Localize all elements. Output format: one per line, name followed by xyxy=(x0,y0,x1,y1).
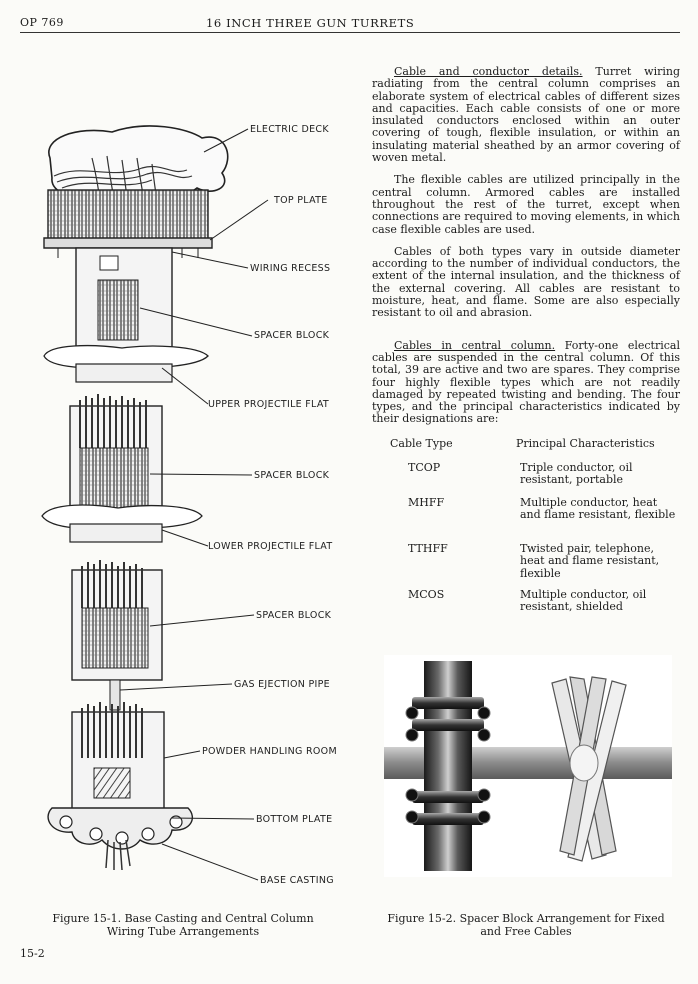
label-base-casting: BASE CASTING xyxy=(260,875,334,886)
column-header-cable-type: Cable Type xyxy=(390,437,453,450)
figure-15-1 xyxy=(22,118,337,908)
document-code: OP 769 xyxy=(20,16,64,29)
caption-line: Figure 15-2. Spacer Block Arrangement for Fixed xyxy=(387,912,665,925)
caption-line: Figure 15-1. Base Casting and Central Column xyxy=(52,912,314,925)
spacer-block-photo xyxy=(384,655,672,877)
label-powder-handling-room: POWDER HANDLING ROOM xyxy=(202,746,337,757)
page-header xyxy=(20,14,680,34)
cable-characteristics: Multiple conductor, oil resistant, shielded xyxy=(520,588,647,614)
label-lower-projectile-flat: LOWER PROJECTILE FLAT xyxy=(208,541,333,552)
cable-characteristics: Twisted pair, telephone, heat and flame resistant, flexible xyxy=(520,542,660,580)
caption-line: Wiring Tube Arrangements xyxy=(106,924,260,938)
text-cable-details: Turret wiring radiating from the central column comprises an elaborate system of electrical cables of different sizes and capacities. Each cable consists of one or more insulated conductors enclosed within an outer covering of tough, flexible insulation, or within an insulating material sheathed by an armor covering of woven metal. xyxy=(372,65,680,165)
column-header-characteristics: Principal Characteristics xyxy=(516,437,655,450)
cable-type: TTHFF xyxy=(408,542,448,555)
paragraph-cable-details xyxy=(372,66,680,164)
caption-line: and Free Cables xyxy=(480,924,572,938)
page-title: 16 INCH THREE GUN TURRETS xyxy=(206,16,415,30)
label-spacer-block-3: SPACER BLOCK xyxy=(256,610,332,621)
label-wiring-recess: WIRING RECESS xyxy=(250,263,331,274)
central-column-illustration xyxy=(22,118,337,908)
label-spacer-block-1: SPACER BLOCK xyxy=(254,330,330,341)
figure-15-1-caption xyxy=(38,913,328,938)
label-gas-ejection-pipe: GAS EJECTION PIPE xyxy=(234,679,330,690)
header-rule xyxy=(20,32,680,33)
paragraph-central-column xyxy=(372,340,680,426)
figure-15-2-photo xyxy=(384,655,672,877)
cable-characteristics: Multiple conductor, heat and flame resistant, flexible xyxy=(520,496,676,522)
label-upper-projectile-flat: UPPER PROJECTILE FLAT xyxy=(208,399,330,410)
heading-cable-details: Cable and conductor details. xyxy=(394,65,583,78)
label-top-plate: TOP PLATE xyxy=(274,195,328,206)
figure-15-2-caption xyxy=(372,913,680,938)
cable-type: TCOP xyxy=(408,461,441,474)
cable-characteristics: Triple conductor, oil resistant, portable xyxy=(520,461,633,487)
cable-type: MHFF xyxy=(408,496,445,509)
heading-central-column: Cables in central column. xyxy=(394,338,556,352)
cable-type: MCOS xyxy=(408,588,445,601)
text-central-column: Forty-one electrical cables are suspended in the central column. Of this total, 39 are active and two are spares. They comprise four highly flexible types which are not readily damaged by repeated twisting and bending. The four types, and the principal characteristics indicated by their designations are: xyxy=(372,338,680,426)
paragraph-cable-diameter: Cables of both types vary in outside diameter according to the number of individual conductors, the extent of the internal insulation, and the thickness of the external covering. All cables are resistant to moisture, heat, and flame. Some are also especially resistant to oil and abrasion. xyxy=(372,244,680,320)
label-electric-deck: ELECTRIC DECK xyxy=(250,124,329,135)
body-text xyxy=(372,66,680,436)
paragraph-flexible-cables: The flexible cables are utilized principally in the central column. Armored cables are installed throughout the rest of the turret, except when connections are required to moving elements, in which case flexible cables are used. xyxy=(372,173,680,236)
label-spacer-block-2: SPACER BLOCK xyxy=(254,470,330,481)
label-bottom-plate: BOTTOM PLATE xyxy=(256,814,333,825)
page-number: 15-2 xyxy=(20,947,45,960)
